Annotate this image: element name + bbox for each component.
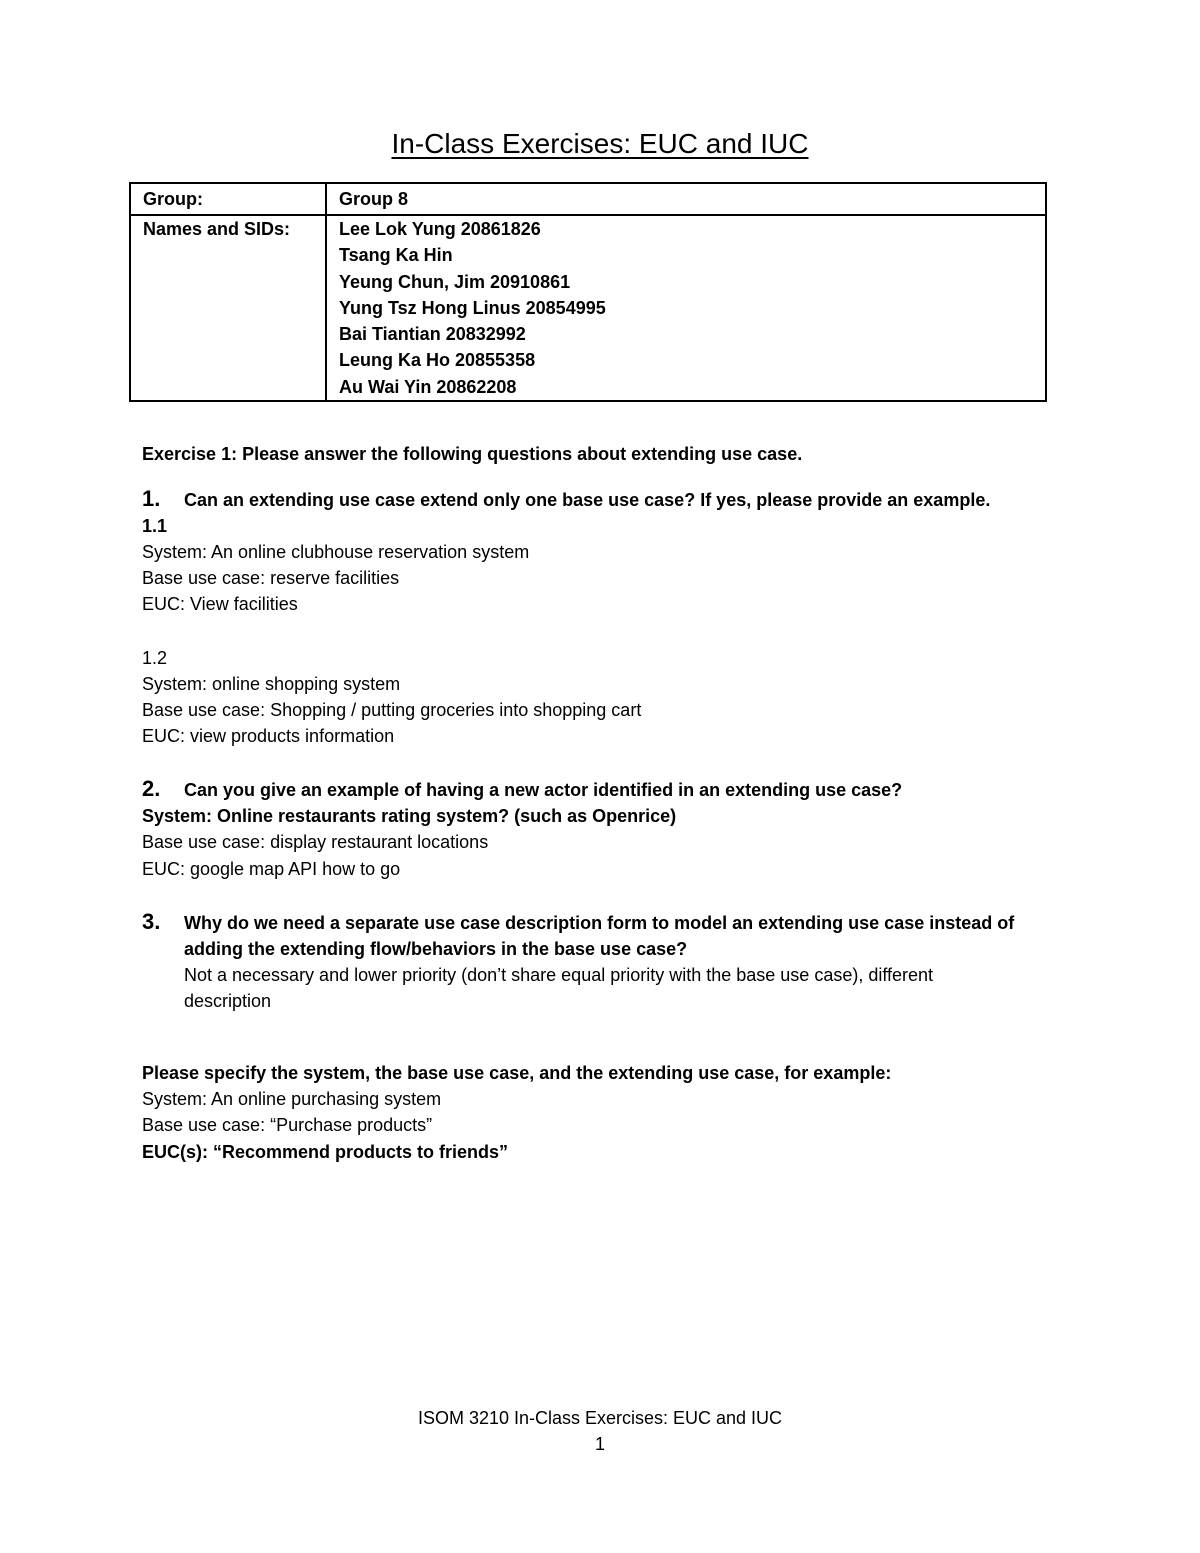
q2-question: Can you give an example of having a new actor identified in an extending use case? (184, 780, 903, 800)
q1-answer2-base: Base use case: Shopping / putting groceries into shopping cart (142, 700, 642, 720)
q2-number: 2. (142, 776, 161, 801)
q1-answer1-system: System: An online clubhouse reservation system (142, 542, 530, 562)
q1-answer2-system: System: online shopping system (142, 674, 401, 694)
exercise1-heading: Exercise 1: Please answer the following questions about extending use case. (142, 444, 803, 464)
q1-answer1-base: Base use case: reserve facilities (142, 568, 400, 588)
page-title: In-Class Exercises: EUC and IUC (391, 128, 809, 159)
member-item: Tsang Ka Hin (339, 245, 453, 266)
group-info-table (129, 182, 1047, 402)
q1-answer2-euc: EUC: view products information (142, 726, 395, 746)
member-item: Yung Tsz Hong Linus 20854995 (339, 297, 606, 318)
page-number: 1 (594, 1434, 605, 1454)
example-euc: EUC(s): “Recommend products to friends” (142, 1142, 509, 1162)
group-label: Group: (130, 183, 326, 215)
q3-answer-line1: Not a necessary and lower priority (don’t share equal priority with the base use case), different (184, 965, 934, 985)
member-item: Yeung Chun, Jim 20910861 (339, 271, 571, 292)
q1-answer1-euc: EUC: View facilities (142, 594, 298, 614)
q3-answer-line2: description (184, 991, 272, 1011)
footer-text: ISOM 3210 In-Class Exercises: EUC and IUC (417, 1408, 783, 1428)
group-value: Group 8 (326, 183, 1046, 215)
q1-question: Can an extending use case extend only one base use case? If yes, please provide an example. (184, 490, 991, 510)
q1-number: 1. (142, 486, 161, 511)
member-item: Lee Lok Yung 20861826 (339, 219, 541, 239)
example-system: System: An online purchasing system (142, 1089, 442, 1109)
q3-question-line2: adding the extending flow/behaviors in the base use case? (184, 939, 688, 959)
q2-base: Base use case: display restaurant locations (142, 832, 489, 852)
example-base: Base use case: “Purchase products” (142, 1115, 433, 1135)
member-item: Bai Tiantian 20832992 (339, 324, 526, 345)
members-list (326, 215, 1046, 401)
q1-answer1-number: 1.1 (142, 516, 168, 536)
member-item: Leung Ka Ho 20855358 (339, 350, 536, 371)
names-label: Names and SIDs: (130, 215, 326, 401)
example-heading: Please specify the system, the base use case, and the extending use case, for example: (142, 1063, 892, 1083)
q3-number: 3. (142, 909, 161, 934)
names-row (130, 215, 1046, 401)
q2-euc: EUC: google map API how to go (142, 859, 401, 879)
group-row (130, 183, 1046, 215)
q2-system: System: Online restaurants rating system? (such as Openrice) (142, 806, 677, 826)
q1-answer2-number: 1.2 (142, 648, 168, 668)
member-item: Au Wai Yin 20862208 (339, 376, 517, 397)
q3-question-line1: Why do we need a separate use case description form to model an extending use case instead of (184, 913, 1015, 933)
